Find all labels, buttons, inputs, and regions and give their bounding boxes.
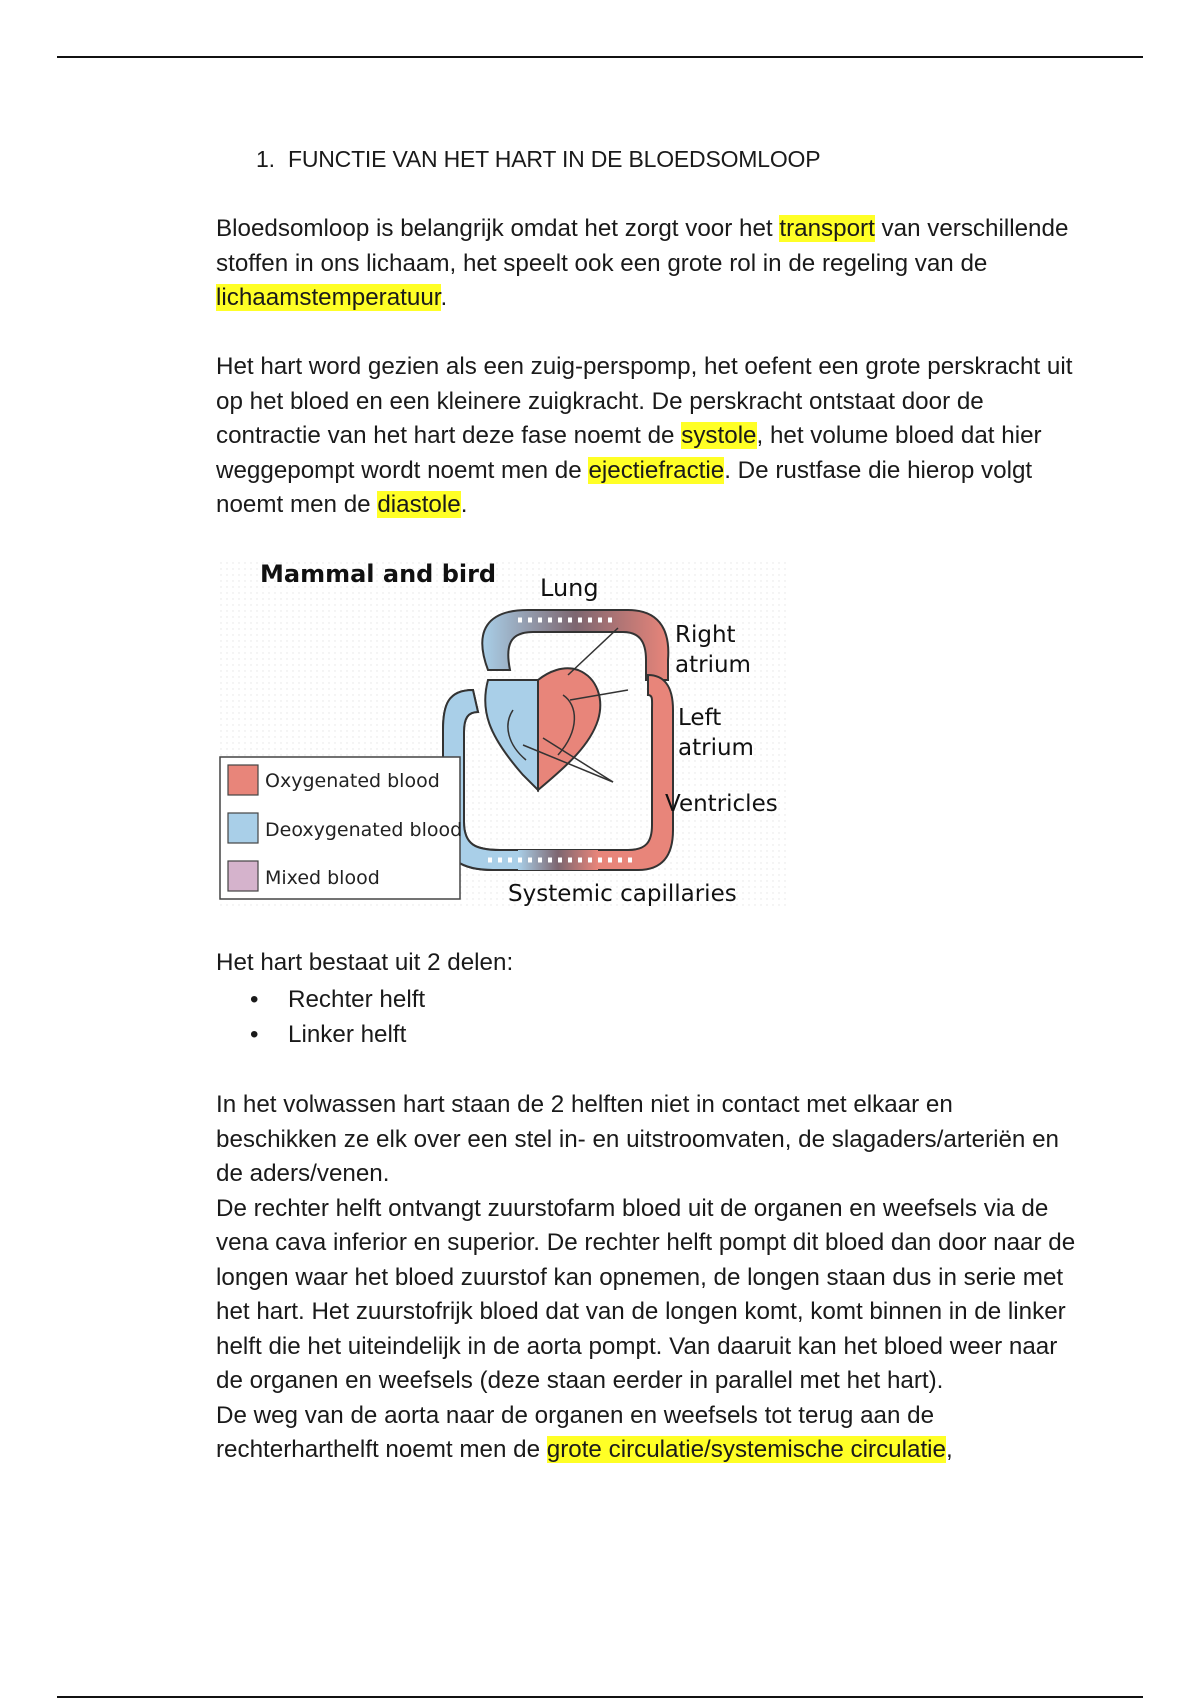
text-run: . [440, 284, 448, 311]
label-left-atrium-1: Left [678, 705, 722, 731]
paragraph-parts: Het hart bestaat uit 2 delen: [216, 949, 514, 976]
label-right-atrium-1: Right [675, 622, 736, 648]
paragraph-pump [216, 350, 1076, 523]
text-line-block: De rechter helft ontvangt zuurstofarm bloed uit de organen en weefsels via de vena cava inferior en superior. De rechter helft pompt dit bloed dan door naar de longen waar het bloed zuurstof kan opnemen, de longen staan dus in serie met het hart. Het zuurstofrijk bloed dat van de longen komt, komt binnen in de linker helft die het uiteindelijk in de aorta pompt. Van daaruit kan het bloed weer naar de organen en weefsels (deze staan eerder in parallel met het hart). [216, 1194, 1076, 1394]
list-item [216, 982, 425, 1017]
heading-text: FUNCTIE VAN HET HART IN DE BLOEDSOMLOOP [288, 146, 821, 172]
paragraph-intro [216, 212, 1076, 316]
text-run: . De rustfase die hierop volgt noemt men de [216, 456, 1033, 518]
figure-title: Mammal and bird [260, 560, 497, 588]
legend-swatch-oxygenated [228, 765, 258, 795]
label-systemic-capillaries: Systemic capillaries [508, 881, 737, 907]
highlight-ejectiefractie: ejectiefractie [588, 456, 725, 484]
label-left-atrium-2: atrium [678, 735, 754, 761]
list-item-text: Linker helft [288, 1021, 407, 1048]
list-item [216, 1017, 425, 1052]
label-right-atrium-2: atrium [675, 652, 751, 678]
section-heading [256, 146, 820, 173]
text-line-block: In het volwassen hart staan de 2 helften niet in contact met elkaar en beschikken ze elk over een stel in- en uitstroomvaten, de slagaders/arteriën en de aders/venen. [216, 1091, 1059, 1187]
bullet-icon: • [250, 1021, 259, 1048]
circulation-figure [218, 560, 788, 910]
text-run: . [460, 491, 468, 518]
legend-label-deoxygenated: Deoxygenated blood [265, 819, 463, 841]
highlight-lichaamstemperatuur: lichaamstemperatuur [216, 284, 441, 311]
heading-number: 1. [256, 146, 275, 172]
text-run: Bloedsomloop is belangrijk omdat het zorgt voor het [216, 215, 780, 242]
paragraph-circulation [216, 1088, 1076, 1468]
legend-label-mixed: Mixed blood [265, 867, 380, 889]
header-rule [57, 56, 1143, 58]
highlight-diastole: diastole [377, 491, 461, 518]
highlight-transport: transport [779, 215, 875, 242]
list-item-text: Rechter helft [288, 986, 426, 1013]
text-run: , het volume bloed dat hier weggepompt wordt noemt men de [216, 422, 1042, 484]
parts-list [216, 982, 425, 1052]
highlight-grote-circulatie: grote circulatie/systemische circulatie [546, 1436, 946, 1463]
legend-swatch-mixed [228, 861, 258, 891]
text-run: , [946, 1436, 953, 1463]
text-run: van verschillende stoffen in ons lichaam, het speelt ook een grote rol in de regeling van de [216, 215, 1069, 277]
text-line-block [216, 1399, 1076, 1468]
legend-swatch-deoxygenated [228, 813, 258, 843]
label-lung: Lung [540, 574, 599, 602]
legend-label-oxygenated: Oxygenated blood [265, 770, 440, 792]
text-run: Het hart word gezien als een zuig-perspomp, het oefent een grote perskracht uit op het bloed en een kleinere zuigkracht. De perskracht ontstaat door de contractie van het hart deze fase noemt de [216, 353, 1073, 449]
footer-rule [57, 1696, 1143, 1698]
circulation-diagram [218, 560, 788, 910]
highlight-systole: systole [681, 422, 757, 449]
text-run: De weg van de aorta naar de organen en weefsels tot terug aan de rechterharthelft noemt men de [216, 1401, 935, 1463]
label-ventricles: Ventricles [665, 791, 778, 817]
bullet-icon: • [250, 986, 259, 1013]
legend [220, 757, 462, 899]
